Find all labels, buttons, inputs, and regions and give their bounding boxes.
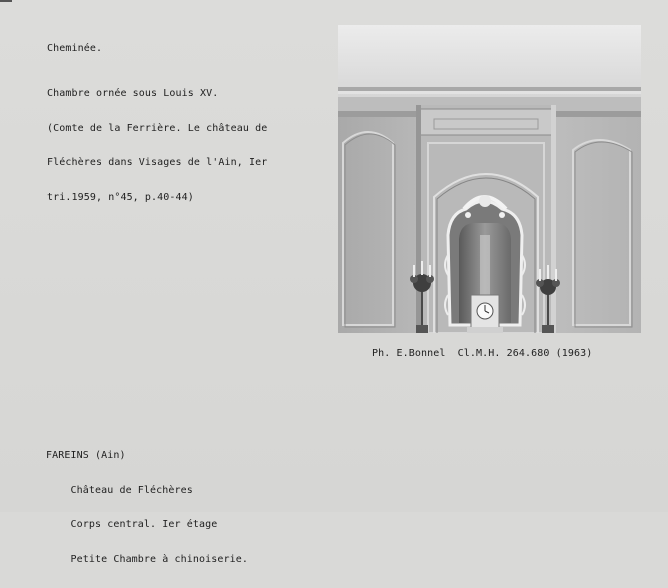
corner-mark <box>0 0 12 2</box>
photograph <box>338 25 641 333</box>
card-title: Cheminée. <box>47 43 103 54</box>
description-line: Chambre ornée sous Louis XV. <box>47 88 219 99</box>
description-line: Fléchères dans Visages de l'Ain, Ier <box>47 157 268 168</box>
description-line: (Comte de la Ferrière. Le château de <box>47 122 268 134</box>
card-description <box>47 65 267 226</box>
location-line: Petite Chambre à chinoiserie. <box>46 553 248 565</box>
location-line: FAREINS (Ain) <box>46 450 126 461</box>
location-line: Corps central. Ier étage <box>46 519 218 530</box>
photo-credit: Ph. E.Bonnel Cl.M.H. 264.680 (1963) <box>372 348 593 359</box>
location-line: Château de Fléchères <box>46 484 193 496</box>
clock-icon <box>467 295 503 333</box>
location-block <box>46 427 248 588</box>
description-line: tri.1959, n°45, p.40-44) <box>47 191 194 203</box>
